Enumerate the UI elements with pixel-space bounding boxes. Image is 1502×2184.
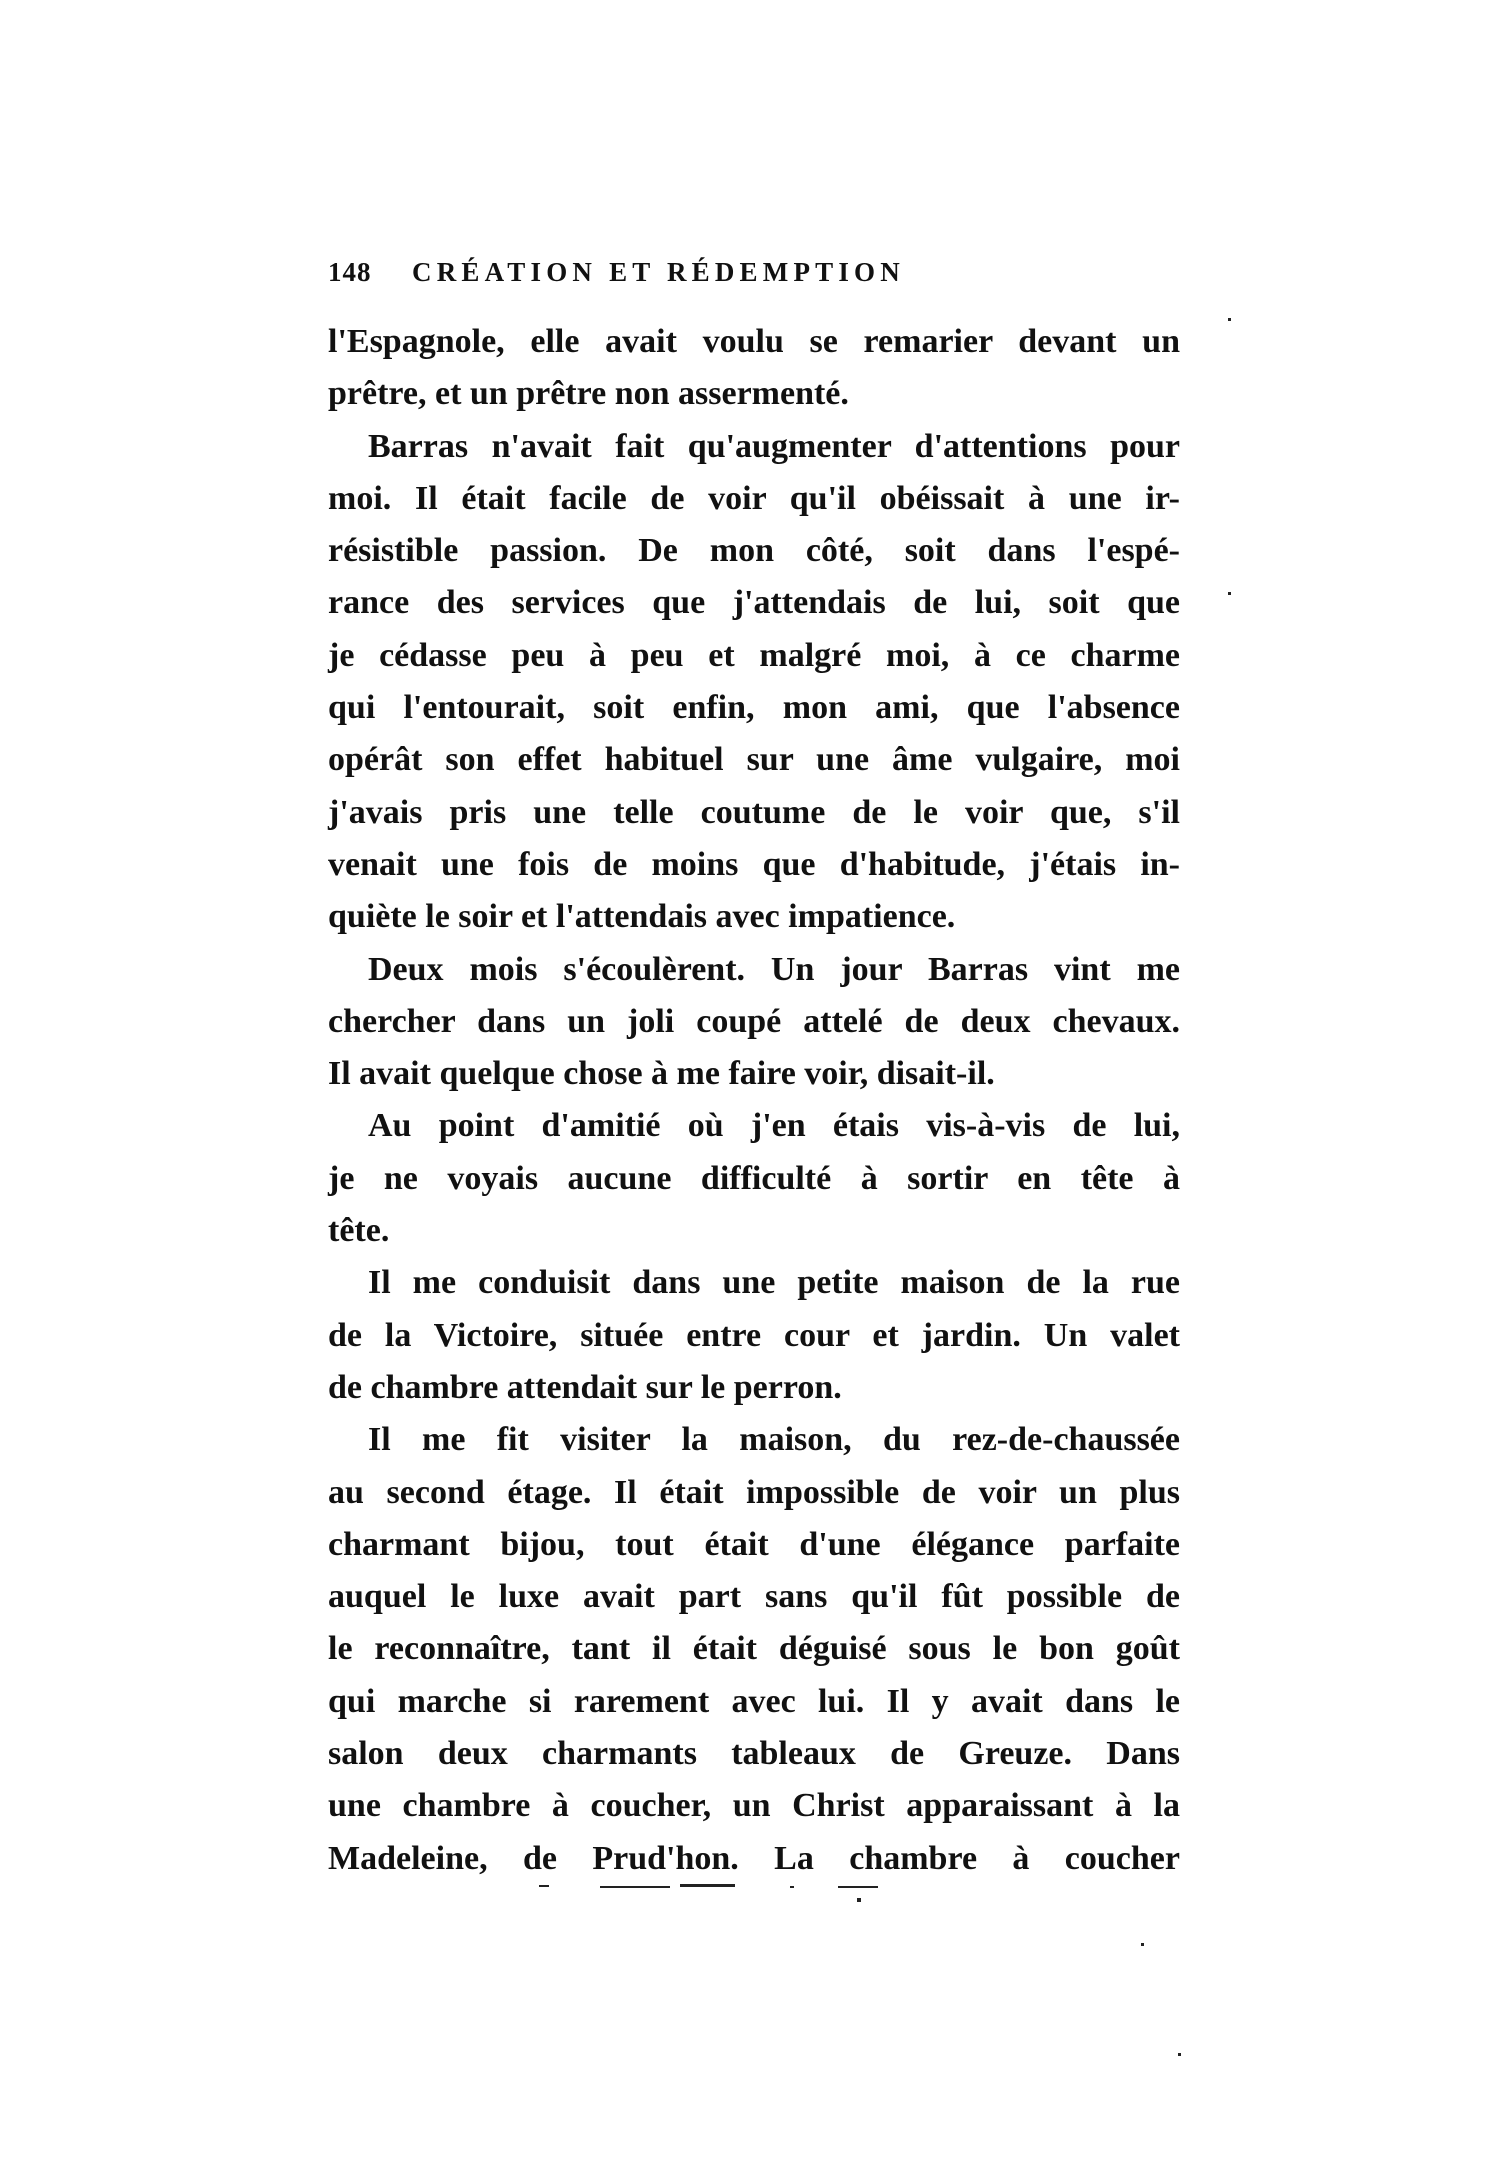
text-line: au second étage. Il était impossible de voir un plus	[328, 1473, 1180, 1511]
text-line: je cédasse peu à peu et malgré moi, à ce charme	[328, 636, 1180, 674]
scan-speck	[1228, 592, 1231, 595]
text-line: qui l'entourait, soit enfin, mon ami, que l'absence	[328, 689, 1180, 727]
page-number: 148	[328, 257, 372, 287]
text-line: résistible passion. De mon côté, soit dans l'espé-	[328, 532, 1180, 570]
text-line: je ne voyais aucune difficulté à sortir en tête à	[328, 1159, 1180, 1197]
scan-speck	[600, 1886, 670, 1888]
text-line: Deux mois s'écoulèrent. Un jour Barras vint me	[368, 950, 1180, 988]
text-line: le reconnaître, tant il était déguisé sous le bon goût	[328, 1630, 1180, 1668]
text-line: Il avait quelque chose à me faire voir, disait-il.	[328, 1055, 995, 1093]
scan-speck	[1178, 2053, 1181, 2056]
text-line: Au point d'amitié où j'en étais vis-à-vis de lui,	[368, 1107, 1180, 1145]
scan-speck	[790, 1886, 794, 1888]
text-line: de chambre attendait sur le perron.	[328, 1368, 842, 1406]
scan-speck	[680, 1884, 735, 1887]
scan-speck	[539, 1885, 549, 1887]
text-line: une chambre à coucher, un Christ apparaissant à la	[328, 1787, 1180, 1825]
body-text	[328, 316, 1180, 1885]
text-line: Madeleine, de Prud'hon. La chambre à coucher	[328, 1839, 1180, 1877]
text-line: chercher dans un joli coupé attelé de deux chevaux.	[328, 1002, 1180, 1040]
text-line: Il me conduisit dans une petite maison de la rue	[368, 1264, 1180, 1302]
text-line: auquel le luxe avait part sans qu'il fût possible de	[328, 1578, 1180, 1616]
scan-speck	[857, 1898, 861, 1902]
text-line: opérât son effet habituel sur une âme vulgaire, moi	[328, 741, 1180, 779]
text-line: de la Victoire, située entre cour et jardin. Un valet	[328, 1316, 1180, 1354]
book-page	[328, 255, 1180, 1877]
running-title: CRÉATION ET RÉDEMPTION	[412, 257, 905, 287]
scan-speck	[1141, 1943, 1144, 1946]
text-line: rance des services que j'attendais de lui, soit que	[328, 584, 1180, 622]
text-line: j'avais pris une telle coutume de le voir que, s'il	[328, 793, 1180, 831]
text-line: quiète le soir et l'attendais avec impatience.	[328, 898, 956, 936]
scan-speck	[1228, 318, 1231, 321]
text-line: Il me fit visiter la maison, du rez-de-chaussée	[368, 1421, 1180, 1459]
text-line: moi. Il était facile de voir qu'il obéissait à une ir-	[328, 479, 1180, 517]
running-head	[328, 255, 1180, 289]
text-line: Barras n'avait fait qu'augmenter d'attentions pour	[368, 427, 1180, 465]
scan-speck	[838, 1886, 878, 1888]
text-line: qui marche si rarement avec lui. Il y avait dans le	[328, 1682, 1180, 1720]
text-line: tête.	[328, 1212, 390, 1250]
text-line: salon deux charmants tableaux de Greuze. Dans	[328, 1735, 1180, 1773]
text-line: l'Espagnole, elle avait voulu se remarier devant un	[328, 323, 1180, 360]
text-line: prêtre, et un prêtre non assermenté.	[328, 375, 849, 413]
text-line: venait une fois de moins que d'habitude, j'étais in-	[328, 845, 1180, 883]
text-line: charmant bijou, tout était d'une élégance parfaite	[328, 1525, 1180, 1563]
